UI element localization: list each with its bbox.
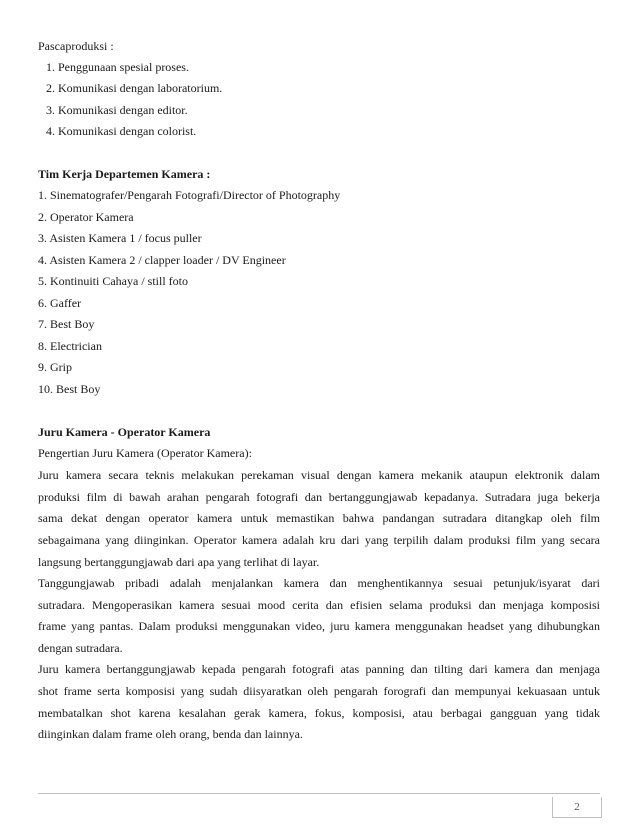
list-item: 10. Best Boy <box>38 382 101 396</box>
footer-divider <box>38 793 600 794</box>
juru-heading: Juru Kamera - Operator Kamera <box>38 425 211 439</box>
list-item: 7. Best Boy <box>38 317 95 331</box>
paragraph-line: sutradara. Mengoperasikan kamera sesuai mood cerita dan efisien selama produksi dan menjaga komposisi <box>38 598 600 612</box>
paragraph-line: diinginkan dalam frame oleh orang, benda dan lainnya. <box>38 727 303 741</box>
paragraph-line: membatalkan shot karena kesalahan gerak kamera, fokus, komposisi, atau berbagai gangguan yang tidak <box>38 706 600 720</box>
list-item: 2. Komunikasi dengan laboratorium. <box>46 81 223 95</box>
list-item: 3. Asisten Kamera 1 / focus puller <box>38 231 202 245</box>
paragraph-line: sebagaimana yang diinginkan. Operator kamera adalah kru dari yang terpilih dalam produksi film yang secara <box>38 533 600 547</box>
paragraph-line: produksi film di bawah arahan pengarah fotografi dan bertanggungjawab kepadanya. Sutradara juga bekerja <box>38 490 600 504</box>
list-item: 1. Penggunaan spesial proses. <box>46 60 189 74</box>
paragraph-line: Tanggungjawab pribadi adalah menjalankan kamera dan menghentikannya sesuai petunjuk/isyarat dari <box>38 576 600 590</box>
paragraph-line: Juru kamera bertanggungjawab kepada pengarah fotografi atas panning dan tilting dari kamera dan menjaga <box>38 662 600 676</box>
paragraph-line: sama dekat dengan operator kamera untuk memastikan bahwa pandangan sutradara ditangkap oleh film <box>38 511 600 525</box>
list-item: 2. Operator Kamera <box>38 210 134 224</box>
list-item: 4. Komunikasi dengan colorist. <box>46 124 197 138</box>
paragraph-line: shot frame serta komposisi yang sudah diisyaratkan oleh pengarah forografi dan mempunyai kekuasaan untuk <box>38 684 600 698</box>
juru-subheading: Pengertian Juru Kamera (Operator Kamera): <box>38 446 252 460</box>
list-item: 8. Electrician <box>38 339 102 353</box>
list-item: 3. Komunikasi dengan editor. <box>46 103 188 117</box>
pasca-heading: Pascaproduksi : <box>38 39 114 53</box>
list-item: 5. Kontinuiti Cahaya / still foto <box>38 274 188 288</box>
list-item: 4. Asisten Kamera 2 / clapper loader / DV Engineer <box>38 253 286 267</box>
paragraph-line: langsung bertanggungjawab dari apa yang terlihat di layar. <box>38 555 320 569</box>
tim-heading: Tim Kerja Departemen Kamera : <box>38 167 211 181</box>
paragraph-line: Juru kamera secara teknis melakukan perekaman visual dengan kamera mekanik ataupun elektronik dalam <box>38 468 600 482</box>
list-item: 1. Sinematografer/Pengarah Fotografi/Director of Photography <box>38 188 341 202</box>
list-item: 6. Gaffer <box>38 296 82 310</box>
page-number: 2 <box>552 797 602 818</box>
list-item: 9. Grip <box>38 360 72 374</box>
paragraph-line: dengan sutradara. <box>38 641 123 655</box>
paragraph-line: frame yang pantas. Dalam produksi menggunakan video, juru kamera menggunakan headset yang dihubungkan <box>38 619 600 633</box>
